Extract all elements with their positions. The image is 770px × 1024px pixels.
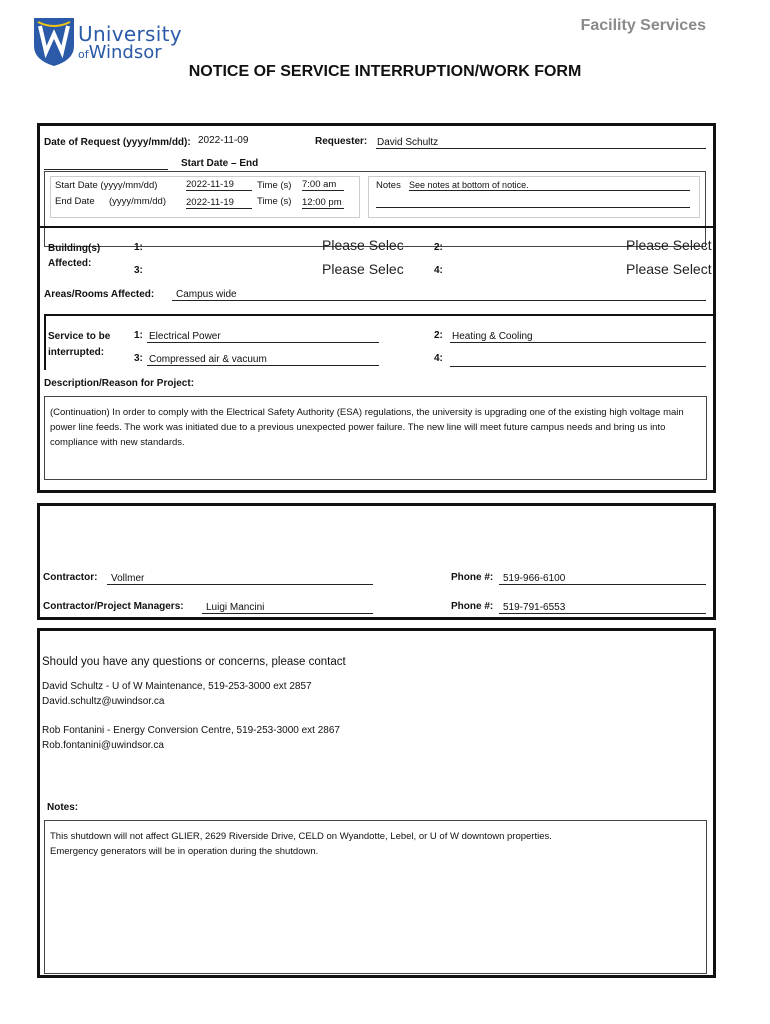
building-1-select[interactable]: Please Selec <box>322 237 404 253</box>
service-2-field[interactable]: Heating & Cooling <box>450 331 706 343</box>
notes-box[interactable] <box>44 820 707 974</box>
managers-field[interactable]: Luigi Mancini <box>202 602 373 614</box>
start-date-field[interactable]: 2022-11-19 <box>186 179 252 191</box>
managers-label: Contractor/Project Managers: <box>43 601 184 612</box>
requester-label: Requester: <box>315 136 368 147</box>
description-label: Description/Reason for Project: <box>44 378 195 389</box>
buildings-label-2: Affected: <box>48 258 92 269</box>
areas-field[interactable]: Campus wide <box>172 289 706 301</box>
end-time-label: Time (s) <box>257 196 292 207</box>
logo-text-windsor: ofWindsor <box>78 42 162 63</box>
notes-field[interactable]: See notes at bottom of notice. <box>409 180 690 191</box>
building-3-select[interactable]: Please Selec <box>322 261 404 277</box>
department-name: Facility Services <box>580 17 706 34</box>
service-label-2: interrupted: <box>48 347 105 358</box>
phone-field-2[interactable]: 519-791-6553 <box>499 602 706 614</box>
contact-2-name: Rob Fontanini - Energy Conversion Centre, 519-253-3000 ext 2867 <box>42 725 340 736</box>
shield-icon <box>32 16 76 68</box>
phone-label-1: Phone #: <box>451 572 494 583</box>
building-1-number: 1: <box>134 242 143 253</box>
end-date-field[interactable]: 2022-11-19 <box>186 197 252 209</box>
notes-line-1: This shutdown will not affect GLIER, 2629 Riverside Drive, CELD on Wyandotte, Lebel, or U of W downtown properties. <box>50 831 552 842</box>
contractor-label: Contractor: <box>43 572 98 583</box>
areas-label: Areas/Rooms Affected: <box>44 289 155 300</box>
date-of-request-value[interactable]: 2022-11-09 <box>198 135 249 146</box>
contact-intro: Should you have any questions or concerns, please contact <box>42 656 346 668</box>
contact-1-email[interactable]: David.schultz@uwindsor.ca <box>42 696 165 707</box>
service-1-number: 1: <box>134 330 143 341</box>
buildings-label: Building(s) <box>48 243 101 254</box>
building-4-number: 4: <box>434 265 443 276</box>
contact-2-email[interactable]: Rob.fontanini@uwindsor.ca <box>42 740 164 751</box>
start-time-field[interactable]: 7:00 am <box>302 179 344 191</box>
notes-label: Notes <box>376 180 401 191</box>
contact-1-name: David Schultz - U of W Maintenance, 519-253-3000 ext 2857 <box>42 681 312 692</box>
end-date-label: End Date <box>55 196 95 207</box>
building-3-number: 3: <box>134 265 143 276</box>
notes-heading: Notes: <box>47 802 79 813</box>
service-label: Service to be <box>48 331 111 342</box>
logo-text-university: University <box>78 22 182 46</box>
phone-field-1[interactable]: 519-966-6100 <box>499 573 706 585</box>
date-of-request-label: Date of Request (yyyy/mm/dd): <box>44 137 191 148</box>
description-text: (Continuation) In order to comply with the Electrical Safety Authority (ESA) regulations, the university is upgrading one of the existing high voltage main power line feeds. The work was initiated due to a previous unexpected power failure. The new line will meet future campus needs and bring us into compliance with new standards. <box>50 407 684 448</box>
end-time-field[interactable]: 12:00 pm <box>302 197 344 209</box>
building-4-select[interactable]: Please Select <box>626 261 712 277</box>
start-date-label: Start Date (yyyy/mm/dd) <box>55 180 158 191</box>
service-3-number: 3: <box>134 353 143 364</box>
service-2-number: 2: <box>434 330 443 341</box>
requester-field[interactable]: David Schultz <box>376 137 706 149</box>
service-4-field[interactable] <box>450 354 706 367</box>
end-date-format: (yyyy/mm/dd) <box>109 196 166 207</box>
form-title: NOTICE OF SERVICE INTERRUPTION/WORK FORM <box>188 63 582 80</box>
phone-label-2: Phone #: <box>451 601 494 612</box>
date-range-label: Start Date – End <box>181 158 259 169</box>
service-4-number: 4: <box>434 353 443 364</box>
start-time-label: Time (s) <box>257 180 292 191</box>
building-2-number: 2: <box>434 242 443 253</box>
notes-line-2: Emergency generators will be in operation during the shutdown. <box>50 846 319 857</box>
service-3-field[interactable]: Compressed air & vacuum <box>147 354 379 366</box>
service-1-field[interactable]: Electrical Power <box>147 331 379 343</box>
building-2-select[interactable]: Please Select <box>626 237 712 253</box>
contractor-field[interactable]: Vollmer <box>107 573 373 585</box>
